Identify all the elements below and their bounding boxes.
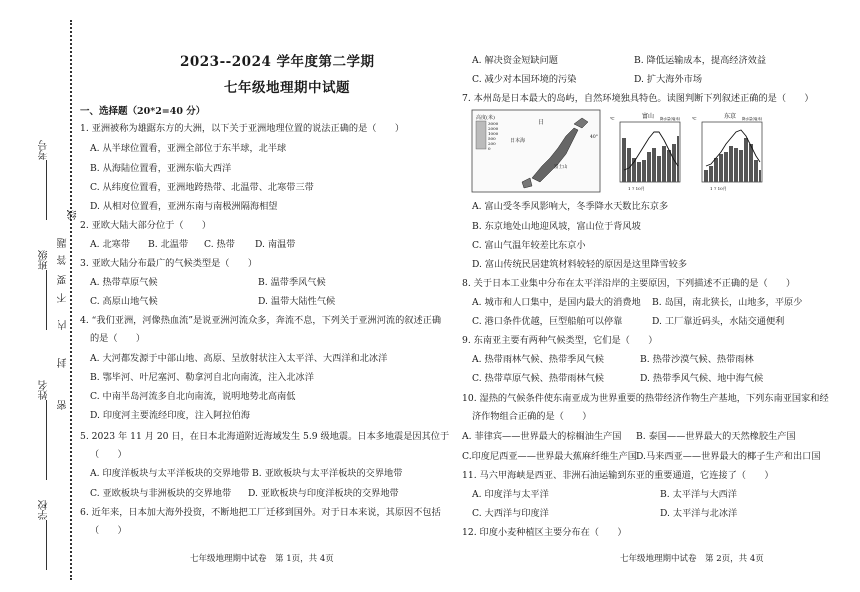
option: B. 亚欧板块与太平洋板块的交界地带 [252, 468, 403, 479]
option: B. 鄂毕河、叶尼塞河、勒拿河自北向南流，注入北冰洋 [90, 372, 314, 383]
banji-line [46, 270, 47, 330]
chart-title: 富山 [642, 113, 655, 120]
option: B. 岛国，南北狭长，山地多，平原少 [652, 297, 803, 308]
option: B. 太平洋与大西洋 [660, 489, 737, 500]
option: C. 港口条件优越，巨型船舶可以停靠 [472, 316, 623, 327]
option: A. 大河都发源于中部山地、高原、呈放射状注入太平洋、大西洋和北冰洋 [90, 353, 388, 364]
chart-title: 东京 [724, 113, 737, 120]
map-legend-value: 200 [488, 141, 496, 146]
option: C. 从纬度位置看，亚洲地跨热带、北温带、北寒带三带 [90, 182, 314, 193]
option: C. 中南半岛河流多自北向南流，说明地势北高南低 [90, 391, 296, 402]
xingming-line [46, 400, 47, 480]
question-12: 12. 印度小麦种植区主要分布在（ ） [462, 527, 627, 538]
chart-unit-temp: ℃ [610, 116, 615, 121]
question-2: 2. 亚欧大陆大部分位于（ ） [80, 220, 212, 231]
option: B. 降低运输成本，提高经济效益 [634, 55, 767, 66]
japan-map-and-climate-charts [470, 108, 770, 196]
option: B. 温带季风气候 [258, 277, 326, 288]
option: A. 解决资金短缺问题 [472, 55, 558, 66]
option: B. 泰国——世界最大的天然橡胶生产国 [636, 431, 796, 442]
page-footer-right: 七年级地理期中试卷 第 2页，共 4页 [620, 554, 764, 564]
question-10-cont: 济作物组合正确的是（ ） [472, 411, 592, 422]
xuexiao-label: 学校 [39, 500, 50, 520]
option: B. 北温带 [148, 239, 189, 250]
option: D. 南温带 [255, 239, 296, 250]
option: D. 从相对位置看，亚洲东南与南极洲隔海相望 [90, 201, 278, 212]
climate-chart-toyama [610, 112, 681, 191]
option: B. 东京地处山地迎风坡，富山位于背风坡 [472, 221, 641, 232]
question-8: 8. 关于日本工业集中分布在太平洋沿岸的主要原因，下列描述不正确的是（ ） [462, 278, 796, 289]
option: C. 高原山地气候 [90, 296, 158, 307]
xuexiao-line [46, 520, 47, 570]
kaohao-line [46, 160, 47, 220]
option: D.马来西亚——世界最大的椰子生产和出口国 [636, 451, 821, 462]
line-word: 密 [58, 400, 69, 410]
question-4: 4. “我们亚洲，河像热血流”是说亚洲河流众多，奔流不息，下列关于亚洲河流的叙述正确 [80, 315, 442, 326]
option: D. 温带大陆性气候 [258, 296, 336, 307]
question-10: 10. 湿热的气候条件使东南亚成为世界重要的热带经济作物生产基地，下列东南亚国家和经 [462, 393, 829, 404]
map-legend-value: 500 [488, 136, 496, 141]
option: D. 热带季风气候、地中海气候 [640, 373, 764, 384]
option: D. 富山传统民居建筑材料较轻的原因是这里降雪较多 [472, 259, 688, 270]
option: D. 工厂靠近码头，水陆交通便利 [652, 316, 785, 327]
climate-chart-tokyo [692, 112, 763, 191]
option: C. 热带 [204, 239, 235, 250]
option: D. 印度河主要流经印度，注入阿拉伯海 [90, 410, 250, 421]
question-3: 3. 亚欧大陆分布最广的气候类型是（ ） [80, 258, 258, 269]
option: B. 热带沙漠气候、热带雨林 [640, 354, 754, 365]
binding-strip [0, 0, 79, 592]
option: C. 亚欧板块与非洲板块的交界地带 [90, 488, 232, 499]
option: A. 城市和人口集中，是国内最大的消费地 [472, 297, 641, 308]
exam-term-title: 2023--2024 学年度第二学期 [180, 54, 375, 70]
option: C. 热带草原气候、热带雨林气候 [472, 373, 604, 384]
map-label-fuji: 富士山 [554, 165, 568, 170]
option: D. 太平洋与北冰洋 [660, 508, 738, 519]
question-6: 6. 近年来，日本加大海外投资，不断地把工厂迁移到国外。对于日本来说，其原因不包括 [80, 507, 441, 518]
question-6-cont: （ ） [90, 525, 127, 536]
question-4-cont: 的是（ ） [90, 333, 146, 344]
option: A. 富山受冬季风影响大，冬季降水天数比东京多 [472, 201, 669, 212]
chart-unit-rain: 降水量(毫米) [742, 117, 763, 121]
line-word: 线 [68, 210, 79, 220]
question-7: 7. 本州岛是日本最大的岛屿，自然环境独具特色。读图判断下列叙述正确的是（ ） [462, 93, 814, 104]
option: C.印度尼西亚——世界最大蕉麻纤维生产国 [462, 451, 637, 462]
question-11: 11. 马六甲海峡是西亚、非洲石油运输到东亚的重要通道，它连接了（ ） [462, 470, 774, 481]
option: A. 从半球位置看，亚洲全部位于东半球，北半球 [90, 143, 287, 154]
seal-word: 要 [58, 275, 69, 285]
option: A. 热带草原气候 [90, 277, 158, 288]
banji-label: 班级 [39, 250, 50, 270]
map-legend-bar [476, 121, 486, 149]
option: D. 亚欧板块与印度洋板块的交界地带 [248, 488, 399, 499]
page-footer-left: 七年级地理期中试卷 第 1页，共 4页 [190, 554, 334, 564]
question-5: 5. 2023 年 11 月 20 日，在日本北海道附近海域发生 5.9 级地震。日本多地震是因其位于 [80, 431, 450, 442]
map-legend-value: 0 [488, 146, 491, 151]
option: A. 印度洋板块与太平洋板块的交界地带 [90, 468, 250, 479]
kaohao-label: 考号 [39, 140, 50, 160]
option: A. 菲律宾——世界最大的棕榈油生产国 [462, 431, 622, 442]
map-label-sea: 日本海 [510, 138, 526, 144]
chart-months: 1 7 10月 [628, 186, 645, 191]
xingming-label: 姓名 [39, 380, 50, 400]
option: B. 从海陆位置看，亚洲东临大西洋 [90, 163, 232, 174]
line-word: 封 [58, 358, 69, 368]
option: A. 北寒带 [90, 239, 131, 250]
map-legend-value: 3000 [488, 121, 499, 126]
option: C. 大西洋与印度洋 [472, 508, 549, 519]
question-5-cont: （ ） [90, 449, 127, 460]
map-legend-value: 1000 [488, 131, 499, 136]
map-latitude-label: 40° [590, 135, 598, 140]
chart-unit-temp: ℃ [692, 116, 697, 121]
option: C. 富山气温年较差比东京小 [472, 240, 586, 251]
option: A. 印度洋与太平洋 [472, 489, 549, 500]
option: D. 扩大海外市场 [634, 74, 703, 85]
map-legend-value: 2000 [488, 126, 499, 131]
exam-subject-title: 七年级地理期中试题 [224, 80, 350, 96]
seal-word: 不 [58, 293, 69, 303]
seal-word: 题 [58, 238, 69, 248]
chart-months: 1 7 10月 [710, 186, 727, 191]
map-label-japan: 日 [538, 119, 545, 126]
question-9: 9. 东南亚主要有两种气候类型，它们是（ ） [462, 335, 658, 346]
option: A. 热带雨林气候、热带季风气候 [472, 354, 604, 365]
chart-unit-rain: 降水量(毫米) [660, 117, 681, 121]
seal-word: 答 [58, 255, 69, 265]
map-legend-title: 高度(米) [476, 115, 495, 121]
option: C. 减少对本国环境的污染 [472, 74, 577, 85]
question-1: 1. 亚洲被称为雄踞东方的大洲，以下关于亚洲地理位置的说法正确的是（ ） [80, 123, 405, 134]
line-word: 内 [58, 320, 69, 330]
section-heading: 一、选择题（20*2=40 分） [80, 106, 206, 117]
